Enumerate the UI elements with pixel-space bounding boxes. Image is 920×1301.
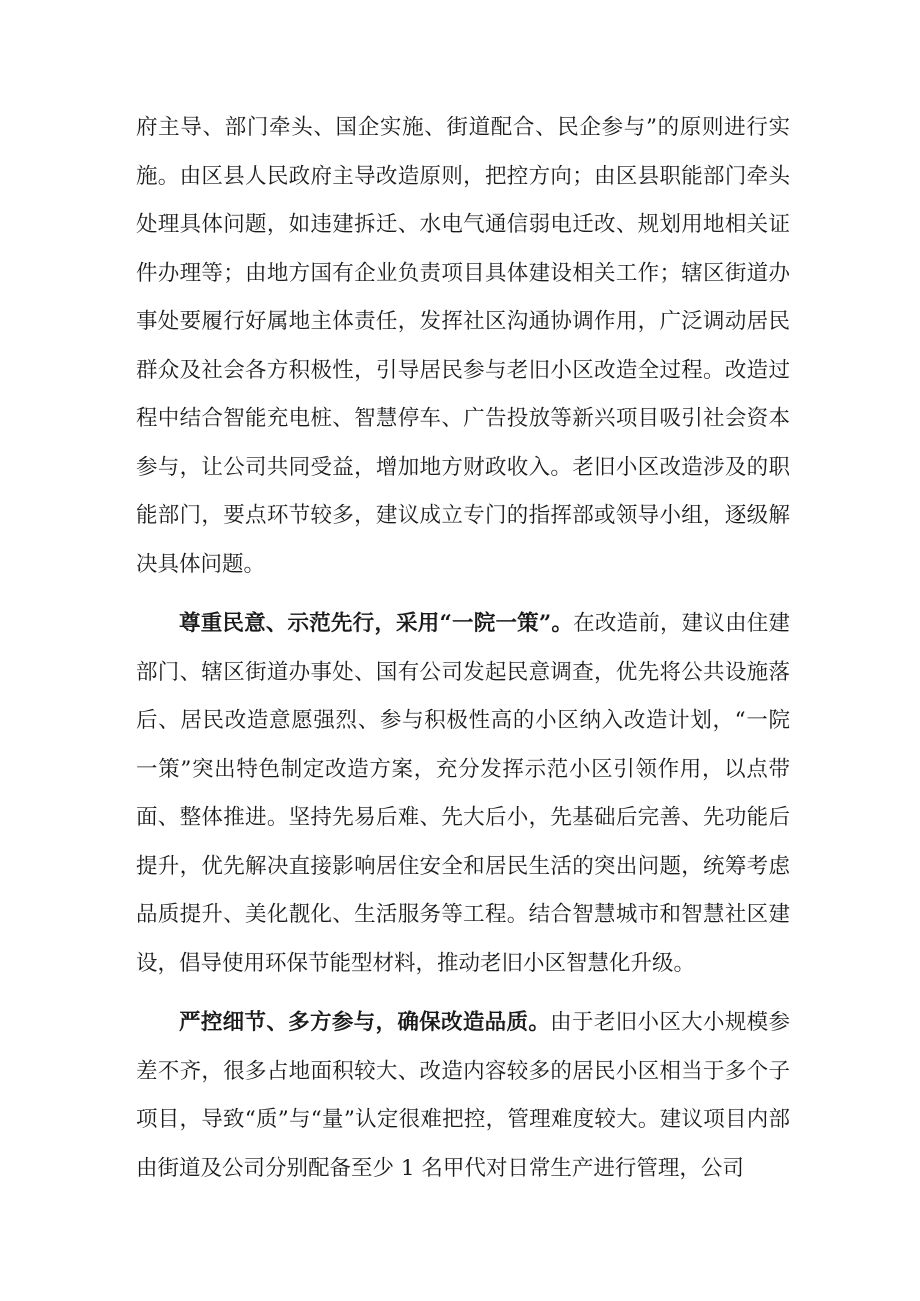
paragraph-2: [136, 600, 790, 988]
paragraph-3-text: 由于老旧小区大小规模参差不齐，很多占地面积较大、改造内容较多的居民小区相当于多个子项目，导致“质”与“量”认定很难把控，管理难度较大。建议项目内部由街道及公司分别配备至少 1 名甲代对日常生产进行管理，公司: [136, 1010, 790, 1181]
paragraph-2-text: 在改造前，建议由住建部门、辖区街道办事处、国有公司发起民意调查，优先将公共设施落后、居民改造意愿强烈、参与积极性高的小区纳入改造计划，“一院一策”突出特色制定改造方案，充分发挥示范小区引领作用，以点带面、整体推进。坚持先易后难、先大后小，先基础后完善、先功能后提升，优先解决直接影响居住安全和居民生活的突出问题，统筹考虑品质提升、美化靓化、生活服务等工程。结合智慧城市和智慧社区建设，倡导使用环保节能型材料，推动老旧小区智慧化升级。: [136, 611, 790, 976]
document-page: [136, 104, 790, 1193]
paragraph-3-lead: 严控细节、多方参与，确保改造品质。: [179, 1010, 551, 1035]
paragraph-1: [136, 104, 790, 589]
paragraph-1-text: 府主导、部门牵头、国企实施、街道配合、民企参与”的原则进行实施。由区县人民政府主导改造原则，把控方向；由区县职能部门牵头处理具体问题，如违建拆迁、水电气通信弱电迁改、规划用地相关证件办理等；由地方国有企业负责项目具体建设相关工作；辖区街道办事处要履行好属地主体责任，发挥社区沟通协调作用，广泛调动居民群众及社会各方积极性，引导居民参与老旧小区改造全过程。改造过程中结合智能充电桩、智慧停车、广告投放等新兴项目吸引社会资本参与，让公司共同受益，增加地方财政收入。老旧小区改造涉及的职能部门，要点环节较多，建议成立专门的指挥部或领导小组，逐级解决具体问题。: [136, 115, 790, 577]
paragraph-2-lead: 尊重民意、示范先行，采用“一院一策”。: [179, 611, 574, 636]
paragraph-3: [136, 999, 790, 1193]
